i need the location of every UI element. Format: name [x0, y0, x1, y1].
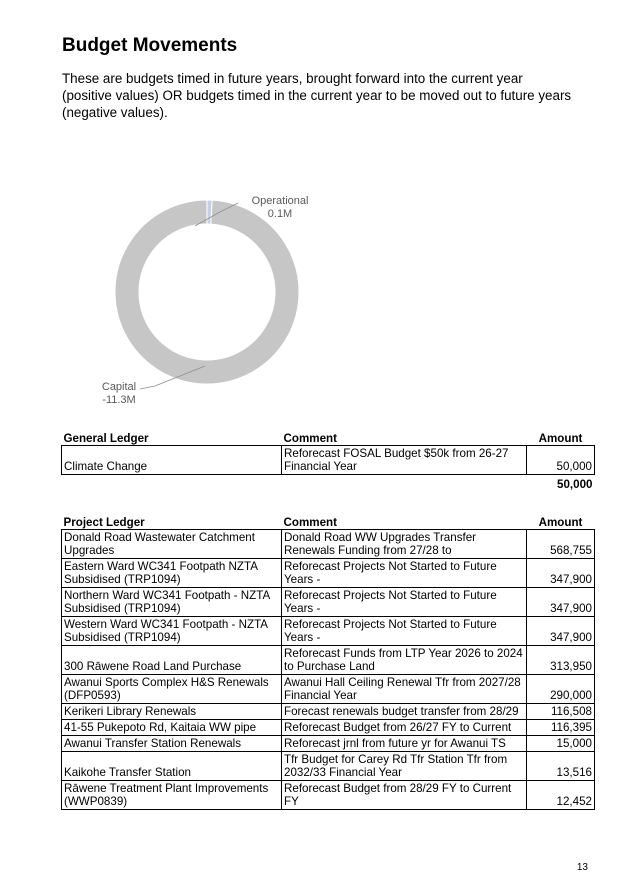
comment-cell: Reforecast Budget from 26/27 FY to Current: [282, 720, 527, 736]
amount-cell: 13,516: [527, 752, 595, 781]
gl-total: 50,000: [557, 478, 593, 491]
gl-header-ledger: General Ledger: [63, 432, 149, 445]
amount-cell: 347,900: [527, 588, 595, 617]
ledger-cell: Kerikeri Library Renewals: [62, 704, 282, 720]
pl-header-ledger: Project Ledger: [63, 516, 145, 529]
comment-cell: Reforecast Projects Not Started to Future Years -: [282, 617, 527, 646]
table-row: [62, 646, 595, 675]
table-row: [62, 736, 595, 752]
ledger-cell: Northern Ward WC341 Footpath - NZTA Subsidised (TRP1094): [62, 588, 282, 617]
amount-cell: 347,900: [527, 559, 595, 588]
page-title: Budget Movements: [62, 35, 238, 56]
label-operational-value: 0.1M: [267, 208, 293, 220]
amount-cell: 50,000: [527, 446, 595, 475]
ledger-cell: 41-55 Pukepoto Rd, Kaitaia WW pipe: [62, 720, 282, 736]
comment-cell: Awanui Hall Ceiling Renewal Tfr from 2027/28 Financial Year: [282, 675, 527, 704]
pl-header-amount: Amount: [538, 516, 583, 529]
page-number: 13: [576, 862, 588, 873]
pl-header-comment: Comment: [283, 516, 337, 529]
amount-cell: 313,950: [527, 646, 595, 675]
comment-cell: Reforecast Projects Not Started to Future Years -: [282, 588, 527, 617]
amount-cell: 568,755: [527, 530, 595, 559]
amount-cell: 347,900: [527, 617, 595, 646]
comment-cell: Reforecast jrnl from future yr for Awanui TS: [282, 736, 527, 752]
table-row: [62, 720, 595, 736]
project-ledger-table: [61, 514, 595, 810]
table-row: [62, 781, 595, 810]
amount-cell: 116,508: [527, 704, 595, 720]
table-row: [62, 559, 595, 588]
table-row: [62, 704, 595, 720]
table-row: [62, 675, 595, 704]
ledger-cell: Eastern Ward WC341 Footpath NZTA Subsidised (TRP1094): [62, 559, 282, 588]
ledger-cell: Western Ward WC341 Footpath - NZTA Subsidised (TRP1094): [62, 617, 282, 646]
label-operational-name: Operational: [251, 195, 309, 207]
ledger-cell: Awanui Sports Complex H&S Renewals (DFP0593): [62, 675, 282, 704]
table-row: [62, 752, 595, 781]
label-capital-name: Capital: [101, 381, 137, 393]
comment-cell: Donald Road WW Upgrades Transfer Renewals Funding from 27/28 to: [282, 530, 527, 559]
amount-cell: 15,000: [527, 736, 595, 752]
comment-cell: Tfr Budget for Carey Rd Tfr Station Tfr from 2032/33 Financial Year: [282, 752, 527, 781]
budget-donut-chart: [60, 180, 360, 420]
donut-slice-operational: [207, 200, 212, 224]
comment-cell: Reforecast Funds from LTP Year 2026 to 2024 to Purchase Land: [282, 646, 527, 675]
comment-cell: Forecast renewals budget transfer from 28/29: [282, 704, 527, 720]
label-capital-value: -11.3M: [102, 394, 136, 406]
table-row: [62, 446, 595, 475]
ledger-cell: Donald Road Wastewater Catchment Upgrades: [62, 530, 282, 559]
table-row: [62, 530, 595, 559]
ledger-cell: Awanui Transfer Station Renewals: [62, 736, 282, 752]
amount-cell: 116,395: [527, 720, 595, 736]
ledger-cell: Rāwene Treatment Plant Improvements (WWP0839): [62, 781, 282, 810]
ledger-cell: Climate Change: [62, 446, 282, 475]
gl-header-amount: Amount: [538, 432, 583, 445]
intro-paragraph: These are budgets timed in future years, brought forward into the current year (positive values) OR budgets timed in the current year to be moved out to future years (negative values).: [62, 71, 572, 120]
table-row: [62, 617, 595, 646]
amount-cell: 290,000: [527, 675, 595, 704]
gl-header-comment: Comment: [283, 432, 337, 445]
comment-cell: Reforecast Budget from 28/29 FY to Current FY: [282, 781, 527, 810]
amount-cell: 12,452: [527, 781, 595, 810]
ledger-cell: 300 Rāwene Road Land Purchase: [62, 646, 282, 675]
donut-slice-capital: [115, 200, 299, 384]
comment-cell: Reforecast FOSAL Budget $50k from 26-27 Financial Year: [282, 446, 527, 475]
table-row: [62, 588, 595, 617]
comment-cell: Reforecast Projects Not Started to Future Years -: [282, 559, 527, 588]
general-ledger-table: [61, 430, 595, 492]
ledger-cell: Kaikohe Transfer Station: [62, 752, 282, 781]
